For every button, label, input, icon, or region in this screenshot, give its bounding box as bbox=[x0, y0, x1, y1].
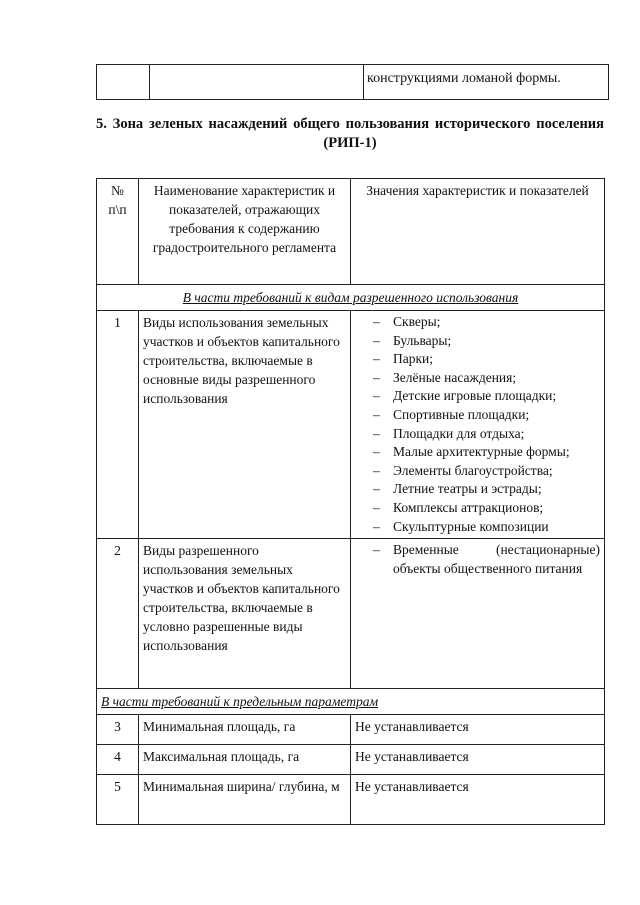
list-item: – Детские игровые площадки; bbox=[355, 387, 600, 406]
list-item: – Временные (нестационарные) объекты общественного питания bbox=[355, 541, 600, 578]
fragment-cell-name bbox=[150, 65, 364, 99]
list-item: – Скульптурные композиции bbox=[355, 518, 600, 537]
header-value: Значения характеристик и показателей bbox=[351, 179, 605, 285]
table-row bbox=[97, 775, 605, 825]
previous-table-fragment bbox=[96, 64, 609, 100]
row-value bbox=[351, 311, 605, 539]
section-row-limit-parameters bbox=[97, 689, 605, 715]
fragment-cell-value: конструкциями ломаной формы. bbox=[367, 71, 561, 86]
row-name: Минимальная площадь, га bbox=[139, 715, 351, 745]
list-item: – Парки; bbox=[355, 350, 600, 369]
row-name: Виды разрешенного использования земельных участков и объектов капитального строительства, включаемые в условно разрешенные виды использования bbox=[139, 539, 351, 689]
table-row bbox=[97, 715, 605, 745]
section-heading: 5. Зона зеленых насаждений общего пользования исторического поселения (РИП-1) bbox=[96, 116, 604, 151]
list-item: – Комплексы аттракционов; bbox=[355, 499, 600, 518]
table-row bbox=[97, 745, 605, 775]
table-row bbox=[97, 539, 605, 689]
permitted-uses-list bbox=[355, 313, 600, 536]
list-item: – Спортивные площадки; bbox=[355, 406, 600, 425]
list-item: – Бульвары; bbox=[355, 332, 600, 351]
row-number: 1 bbox=[97, 311, 139, 539]
list-item: – Скверы; bbox=[355, 313, 600, 332]
list-item: – Зелёные насаждения; bbox=[355, 369, 600, 388]
row-name: Минимальная ширина/ глубина, м bbox=[139, 775, 351, 825]
row-number: 4 bbox=[97, 745, 139, 775]
section-row-permitted-use bbox=[97, 285, 605, 311]
row-number: 2 bbox=[97, 539, 139, 689]
list-item: – Летние театры и эстрады; bbox=[355, 480, 600, 499]
header-number: № п\п bbox=[97, 179, 139, 285]
row-name: Максимальная площадь, га bbox=[139, 745, 351, 775]
conditional-uses-list bbox=[355, 541, 600, 578]
list-item: – Площадки для отдыха; bbox=[355, 425, 600, 444]
row-value: Не устанавливается bbox=[351, 775, 605, 825]
fragment-cell-number bbox=[97, 65, 150, 99]
list-item: – Элементы благоустройства; bbox=[355, 462, 600, 481]
row-name: Виды использования земельных участков и объектов капитального строительства, включаемые в основные виды разрешенного использования bbox=[139, 311, 351, 539]
row-value: Не устанавливается bbox=[351, 715, 605, 745]
row-value bbox=[351, 539, 605, 689]
row-number: 3 bbox=[97, 715, 139, 745]
row-number: 5 bbox=[97, 775, 139, 825]
header-name: Наименование характеристик и показателей, отражающих требования к содержанию градостроительного регламента bbox=[139, 179, 351, 285]
list-item: – Малые архитектурные формы; bbox=[355, 443, 600, 462]
table-header-row bbox=[97, 179, 605, 285]
zone-regulations-table bbox=[96, 178, 604, 825]
table-row bbox=[97, 311, 605, 539]
row-value: Не устанавливается bbox=[351, 745, 605, 775]
section-title-limit-parameters: В части требований к предельным параметрам bbox=[97, 689, 605, 715]
section-title-permitted-use: В части требований к видам разрешенного использования bbox=[97, 285, 605, 311]
